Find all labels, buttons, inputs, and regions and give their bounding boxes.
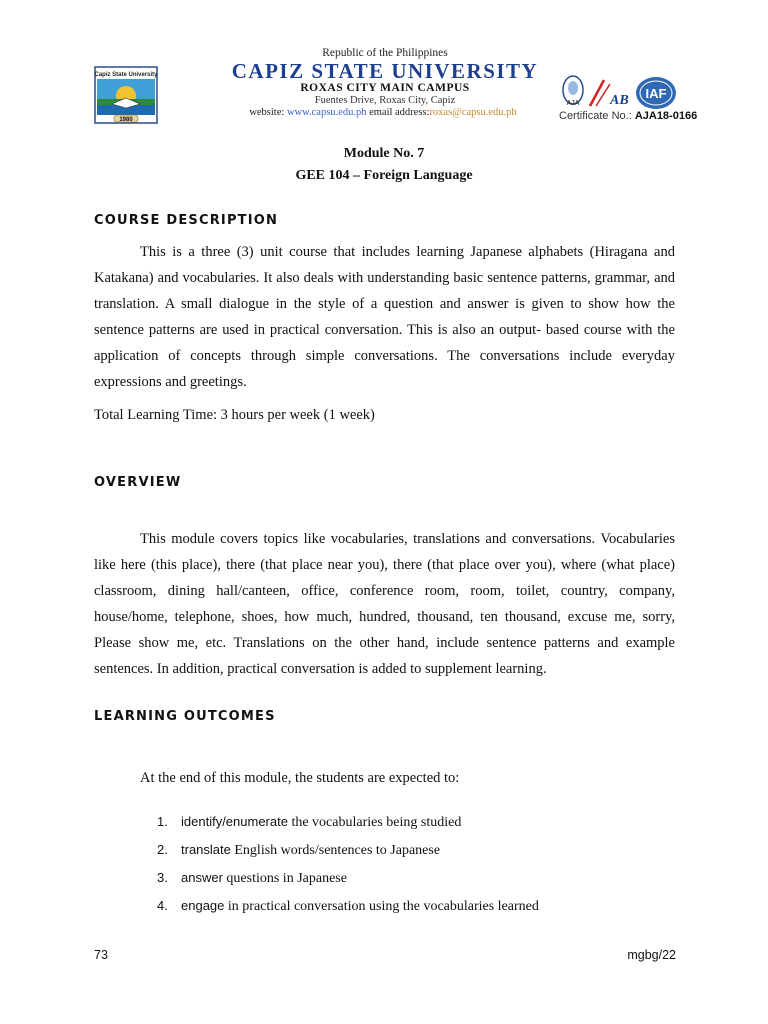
learning-outcomes-list (157, 808, 539, 920)
outcome-verb: translate (181, 842, 231, 857)
website-label: website: (249, 107, 285, 118)
module-number: Module No. 7 (343, 146, 425, 161)
overview-text: This module covers topics like vocabularies, translations and conversations. Vocabularies like here (this place), there (that place near you), there (that place over you), where (what place) classroom, dining hall/canteen, office, conference room, room, toilet, country, company, house/home, telephone, shoes, how much, hundred, thousand, ten thousand, excuse me, sorry, Please show me, etc. Translations on the other hand, include sentence patterns and example sentences. In addition, practical conversation is added to supplement learning. (94, 531, 675, 677)
ab-badge-icon (590, 80, 629, 108)
outcome-text: the vocabularies being studied (287, 815, 462, 830)
list-number: 2. (157, 842, 168, 857)
campus-name: ROXAS CITY MAIN CAMPUS (300, 82, 470, 94)
university-logo (94, 66, 158, 124)
iaf-badge-icon (636, 77, 676, 109)
list-number: 3. (157, 870, 168, 885)
course-title: GEE 104 – Foreign Language (295, 168, 473, 183)
certificate-value: AJA18-0166 (634, 110, 698, 122)
learning-outcomes-heading: LEARNING OUTCOMES (94, 709, 276, 724)
overview-body (94, 526, 675, 682)
certification-badges (560, 74, 680, 114)
outcome-text: in practical conversation using the vocabularies learned (224, 899, 539, 914)
logo-year: 1980 (119, 117, 133, 123)
total-learning-time: Total Learning Time: 3 hours per week (1 week) (94, 407, 375, 423)
learning-outcomes-intro: At the end of this module, the students are expected to: (140, 770, 460, 786)
aja-badge-icon (563, 76, 583, 107)
certificate-number (559, 110, 697, 122)
outcome-verb: answer (181, 870, 223, 885)
list-item (157, 864, 539, 892)
outcome-text: questions in Japanese (222, 871, 347, 886)
certificate-label: Certificate No.: (559, 110, 632, 122)
footer-code: mgbg/22 (627, 948, 676, 962)
list-number: 1. (157, 814, 168, 829)
list-item (157, 808, 539, 836)
course-description-text: This is a three (3) unit course that includes learning Japanese alphabets (Hiragana and Katakana) and vocabularies. It also deals with understanding basic sentence patterns, grammar, and translation. A small dialogue in the style of a question and answer is given to show how the sentence patterns are used in practical conversation. This is also an output- based course with the application of concepts through simple conversations. The conversations include everyday expressions and greetings. (94, 244, 675, 390)
page-number: 73 (94, 948, 108, 962)
letterhead (222, 47, 548, 119)
list-number: 4. (157, 898, 168, 913)
website-link[interactable]: www.capsu.edu.ph (286, 107, 367, 118)
outcome-verb: identify/enumerate (181, 814, 288, 829)
contact-line (218, 107, 548, 119)
course-description-heading: COURSE DESCRIPTION (94, 213, 279, 228)
course-description-body (94, 239, 675, 395)
email-link[interactable]: roxas@capsu.edu.ph (429, 107, 517, 118)
outcome-verb: engage (181, 898, 225, 913)
aja-text: AJA (566, 100, 580, 107)
iaf-text: IAF (645, 86, 667, 101)
list-item (157, 892, 539, 920)
overview-heading: OVERVIEW (94, 475, 182, 490)
email-label: email address: (369, 107, 430, 118)
logo-top-text: Capiz State University (94, 72, 158, 78)
ab-text: AB (610, 93, 629, 108)
address-line: Fuentes Drive, Roxas City, Capiz (314, 95, 456, 106)
outcome-text: English words/sentences to Japanese (230, 843, 441, 858)
republic-line: Republic of the Philippines (322, 47, 448, 59)
list-item (157, 836, 539, 864)
university-name: CAPIZ STATE UNIVERSITY (231, 59, 539, 83)
